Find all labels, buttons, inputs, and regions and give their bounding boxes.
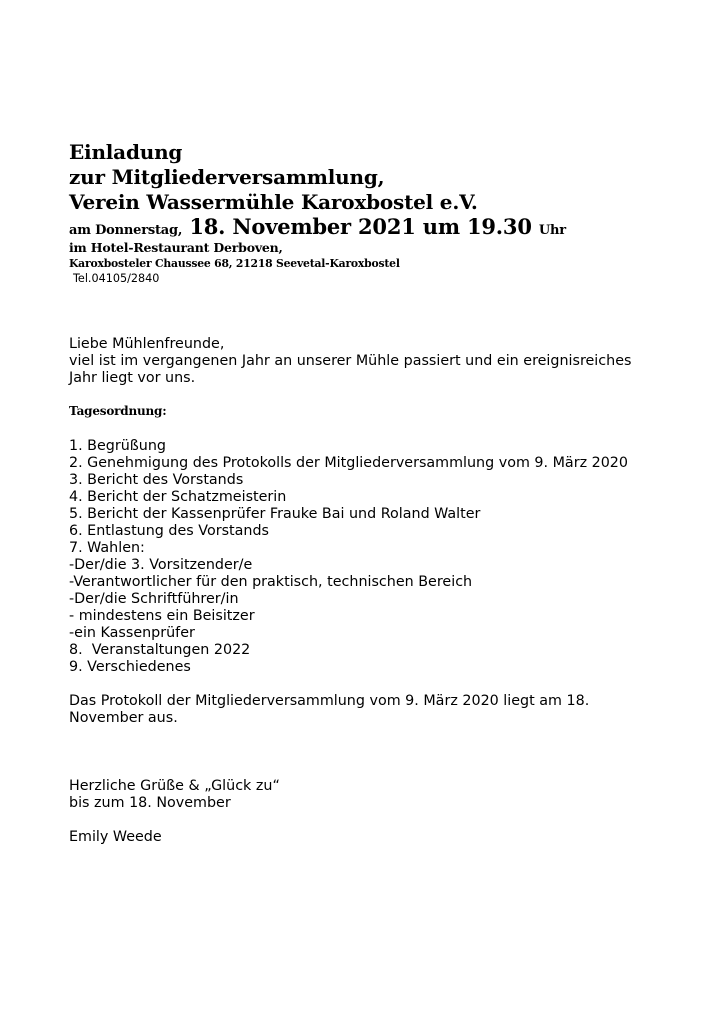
greeting: Liebe Mühlenfreunde, bbox=[69, 336, 225, 352]
agenda-item: 6. Entlastung des Vorstands bbox=[69, 523, 269, 539]
venue-address: Karoxbosteler Chaussee 68, 21218 Seevetal-Karoxbostel bbox=[69, 257, 400, 270]
agenda-subitem: -Der/die Schriftführer/in bbox=[69, 591, 239, 607]
agenda-item: 2. Genehmigung des Protokolls der Mitgliederversammlung vom 9. März 2020 bbox=[69, 455, 629, 471]
protocol-note bbox=[69, 693, 589, 727]
protocol-line: Das Protokoll der Mitgliederversammlung vom 9. März 2020 liegt am 18. bbox=[69, 693, 590, 709]
agenda-list bbox=[69, 438, 628, 676]
venue: im Hotel-Restaurant Derboven, bbox=[69, 240, 283, 255]
agenda-subitem: - mindestens ein Beisitzer bbox=[69, 608, 255, 624]
signature-name: Emily Weede bbox=[69, 829, 162, 845]
closing-line: bis zum 18. November bbox=[69, 795, 231, 811]
date-prefix: am Donnerstag, bbox=[69, 223, 183, 238]
date-main: 18. November 2021 um 19.30 bbox=[182, 214, 539, 239]
protocol-line: November aus. bbox=[69, 710, 178, 726]
intro-line: Jahr liegt vor uns. bbox=[69, 370, 196, 386]
agenda-item: 3. Bericht des Vorstands bbox=[69, 472, 244, 488]
agenda-subitem: -ein Kassenprüfer bbox=[69, 625, 195, 641]
agenda-item: 8. Veranstaltungen 2022 bbox=[69, 642, 251, 658]
agenda-subitem: -Der/die 3. Vorsitzender/e bbox=[69, 557, 253, 573]
agenda-heading: Tagesordnung: bbox=[69, 404, 167, 418]
closing bbox=[69, 778, 280, 812]
date-suffix: Uhr bbox=[538, 223, 566, 238]
agenda-item: 4. Bericht der Schatzmeisterin bbox=[69, 489, 287, 505]
invitation-subtitle: zur Mitgliederversammlung, bbox=[69, 165, 385, 189]
agenda-item: 1. Begrüßung bbox=[69, 438, 167, 454]
intro-paragraph bbox=[69, 353, 631, 387]
agenda-subitem: -Verantwortlicher für den praktisch, technischen Bereich bbox=[69, 574, 473, 590]
invitation-title: Einladung bbox=[69, 140, 183, 164]
agenda-item: 5. Bericht der Kassenprüfer Frauke Bai und Roland Walter bbox=[69, 506, 481, 522]
meeting-date bbox=[69, 215, 566, 243]
agenda-item: 9. Verschiedenes bbox=[69, 659, 191, 675]
agenda-item: 7. Wahlen: bbox=[69, 540, 145, 556]
intro-line: viel ist im vergangenen Jahr an unserer Mühle passiert und ein ereignisreiches bbox=[69, 353, 632, 369]
association-name: Verein Wassermühle Karoxbostel e.V. bbox=[69, 190, 478, 214]
closing-line: Herzliche Grüße & „Glück zu“ bbox=[69, 778, 280, 794]
venue-phone: Tel.04105/2840 bbox=[73, 272, 160, 285]
